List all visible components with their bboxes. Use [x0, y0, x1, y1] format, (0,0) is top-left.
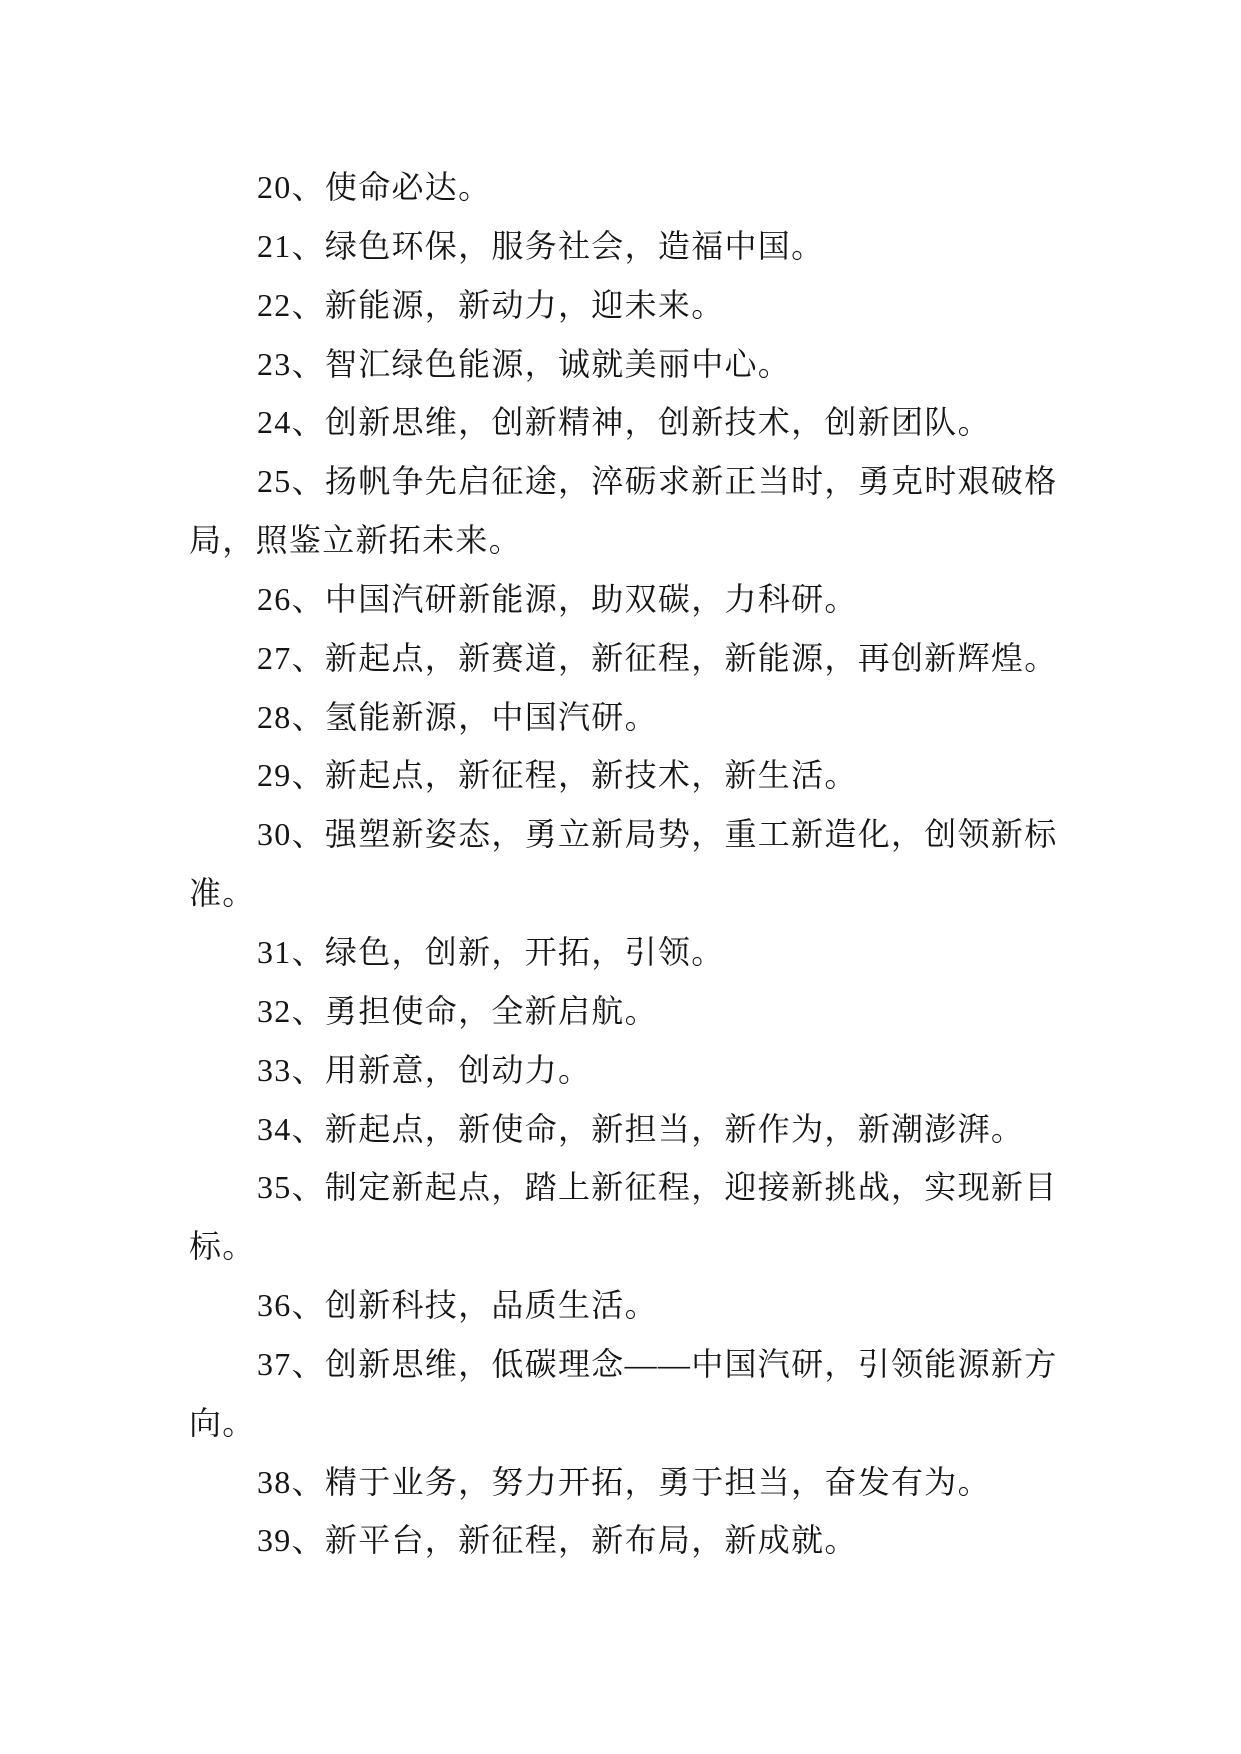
list-item: [189, 217, 1089, 276]
list-item-line: 28、氢能新源，中国汽研。: [257, 698, 658, 735]
list-item: [189, 629, 1089, 688]
list-item-line: 21、绿色环保，服务社会，造福中国。: [257, 227, 825, 264]
list-item-line: 30、强塑新姿态，勇立新局势，重工新造化，创领新标: [257, 816, 1058, 853]
list-item: [189, 276, 1089, 335]
list-item: [189, 1100, 1089, 1159]
list-item: [189, 805, 1089, 923]
list-item-line: 23、智汇绿色能源，诚就美丽中心。: [257, 345, 792, 382]
list-item-line: 39、新平台，新征程，新布局，新成就。: [257, 1522, 858, 1559]
list-item-line: 36、创新科技，品质生活。: [257, 1287, 658, 1324]
list-item: [189, 1511, 1089, 1570]
list-item: [189, 1335, 1089, 1453]
list-item-line: 34、新起点，新使命，新担当，新作为，新潮澎湃。: [257, 1110, 1025, 1147]
list-item: [189, 1276, 1089, 1335]
list-item-line: 25、扬帆争先启征途，淬砺求新正当时，勇克时艰破格: [257, 463, 1058, 500]
list-item: [189, 746, 1089, 805]
list-item: [189, 452, 1089, 570]
list-item: [189, 158, 1089, 217]
list-item: [189, 688, 1089, 747]
list-item-line: 26、中国汽研新能源，助双碳，力科研。: [257, 580, 858, 617]
list-item: [189, 1453, 1089, 1512]
list-item-line: 20、使命必达。: [257, 169, 492, 205]
list-item: [189, 923, 1089, 982]
list-item-line: 37、创新思维，低碳理念——中国汽研，引领能源新方: [257, 1345, 1058, 1382]
list-item: [189, 1041, 1089, 1100]
list-item: [189, 335, 1089, 394]
list-item: [189, 1158, 1089, 1276]
slogan-list: [189, 158, 1089, 1570]
list-item-line: 22、新能源，新动力，迎未来。: [257, 286, 725, 323]
list-item: [189, 393, 1089, 452]
list-item-line: 29、新起点，新征程，新技术，新生活。: [257, 757, 858, 794]
list-item: [189, 570, 1089, 629]
list-item-line: 24、创新思维，创新精神，创新技术，创新团队。: [257, 404, 991, 441]
list-item-continuation-line: 局，照鉴立新拓未来。: [189, 522, 523, 559]
list-item-continuation-line: 向。: [189, 1404, 256, 1441]
list-item-line: 33、用新意，创动力。: [257, 1051, 592, 1088]
list-item-line: 31、绿色，创新，开拓，引领。: [257, 933, 725, 970]
list-item-line: 32、勇担使命，全新启航。: [257, 992, 658, 1029]
list-item-continuation-line: 准。: [189, 875, 256, 912]
list-item-continuation-line: 标。: [189, 1228, 256, 1265]
list-item-line: 38、精于业务，努力开拓，勇于担当，奋发有为。: [257, 1463, 991, 1500]
list-item-line: 27、新起点，新赛道，新征程，新能源，再创新辉煌。: [257, 639, 1058, 676]
list-item: [189, 982, 1089, 1041]
list-item-line: 35、制定新起点，踏上新征程，迎接新挑战，实现新目: [257, 1169, 1058, 1206]
